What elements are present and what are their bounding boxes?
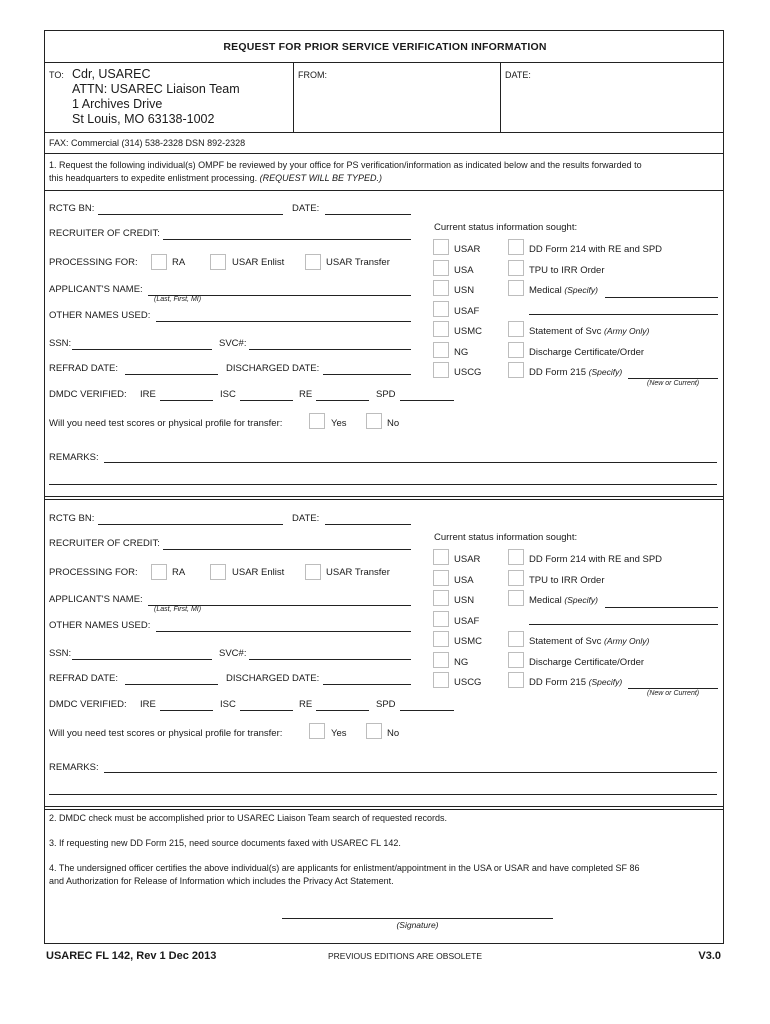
dd215-specify-field[interactable]	[628, 688, 718, 689]
no-checkbox[interactable]	[366, 723, 382, 739]
usar-transfer-label: USAR Transfer	[326, 567, 390, 578]
discharged-field[interactable]	[323, 374, 411, 375]
remarks-field-line-2[interactable]	[49, 484, 717, 485]
to-label: TO:	[49, 70, 64, 80]
discharged-label: DISCHARGED DATE:	[226, 363, 320, 374]
tpu-label: TPU to IRR Order	[529, 265, 605, 276]
svc-label: SVC#:	[219, 338, 247, 349]
to-address-line-3: 1 Archives Drive	[72, 97, 163, 111]
form-title: REQUEST FOR PRIOR SERVICE VERIFICATION INFORMATION	[223, 41, 547, 53]
dd214-label: DD Form 214 with RE and SPD	[529, 244, 663, 255]
obsolete-notice: PREVIOUS EDITIONS ARE OBSOLETE	[328, 951, 482, 961]
re-field[interactable]	[316, 710, 369, 711]
to-address-line-4: St Louis, MO 63138-1002	[72, 112, 215, 126]
tpu-checkbox[interactable]	[508, 260, 524, 276]
usar-enlist-checkbox[interactable]	[210, 254, 226, 270]
status-heading: Current status information sought:	[434, 222, 578, 233]
re-field[interactable]	[316, 400, 369, 401]
spd-field[interactable]	[400, 400, 454, 401]
ssn-label: SSN:	[49, 648, 72, 659]
dd215-label: DD Form 215 (Specify)	[529, 677, 623, 688]
to-address-line-2: ATTN: USAREC Liaison Team	[72, 82, 240, 96]
note-2: 2. DMDC check must be accomplished prior to USAREC Liaison Team search of requested records.	[49, 813, 448, 823]
other-names-label: OTHER NAMES USED:	[49, 620, 151, 631]
dd215-specify-field[interactable]	[628, 378, 718, 379]
section-separator	[44, 496, 724, 497]
isc-label: ISC	[220, 699, 236, 710]
processing-for-label: PROCESSING FOR:	[49, 257, 138, 268]
recruiter-field[interactable]	[163, 239, 411, 240]
test-scores-question: Will you need test scores or physical profile for transfer:	[49, 728, 283, 739]
discharge-cert-label: Discharge Certificate/Order	[529, 347, 645, 358]
medical-checkbox[interactable]	[508, 280, 524, 296]
medical-label: Medical (Specify)	[529, 595, 598, 606]
note-4-line-2: and Authorization for Release of Information which includes the Privacy Act Statement.	[49, 876, 394, 886]
usar-enlist-checkbox[interactable]	[210, 564, 226, 580]
divider	[44, 132, 724, 133]
discharged-field[interactable]	[323, 684, 411, 685]
recruiter-label: RECRUITER OF CREDIT:	[49, 538, 160, 549]
name-hint: (Last, First, MI)	[154, 606, 202, 613]
processing-for-label: PROCESSING FOR:	[49, 567, 138, 578]
svc-field[interactable]	[249, 659, 411, 660]
dd215-label: DD Form 215 (Specify)	[529, 367, 623, 378]
statement-of-svc-label: Statement of Svc (Army Only)	[529, 636, 650, 647]
usn-status-checkbox[interactable]	[433, 590, 449, 606]
usaf-status-checkbox[interactable]	[433, 301, 449, 317]
section-separator	[44, 809, 724, 810]
re-label: RE	[299, 699, 313, 710]
date-label: DATE:	[505, 70, 531, 80]
usn-status-label: USN	[454, 285, 475, 296]
medical-label: Medical (Specify)	[529, 285, 598, 296]
usar-transfer-checkbox[interactable]	[305, 564, 321, 580]
remarks-field[interactable]	[104, 462, 717, 463]
usar-status-checkbox[interactable]	[433, 549, 449, 565]
yes-label: Yes	[331, 728, 347, 739]
svc-label: SVC#:	[219, 648, 247, 659]
refrad-field[interactable]	[125, 374, 218, 375]
usaf-status-checkbox[interactable]	[433, 611, 449, 627]
usa-status-label: USA	[454, 265, 474, 276]
usar-status-label: USAR	[454, 244, 481, 255]
remarks-field[interactable]	[104, 772, 717, 773]
instruction-line-2: this headquarters to expedite enlistment processing. (REQUEST WILL BE TYPED.)	[49, 173, 382, 183]
to-address-line-1: Cdr, USAREC	[72, 67, 151, 81]
section-separator	[44, 806, 724, 807]
no-label: No	[387, 728, 400, 739]
from-label: FROM:	[298, 70, 327, 80]
divider	[44, 153, 724, 154]
fax-line: FAX: Commercial (314) 538-2328 DSN 892-2328	[49, 138, 246, 148]
discharge-cert-checkbox[interactable]	[508, 342, 524, 358]
test-scores-question: Will you need test scores or physical profile for transfer:	[49, 418, 283, 429]
remarks-label: REMARKS:	[49, 762, 99, 773]
statement-of-svc-checkbox[interactable]	[508, 321, 524, 337]
uscg-status-checkbox[interactable]	[433, 362, 449, 378]
refrad-field[interactable]	[125, 684, 218, 685]
new-or-current-hint: (New or Current)	[647, 690, 700, 697]
uscg-status-checkbox[interactable]	[433, 672, 449, 688]
statement-of-svc-label: Statement of Svc (Army Only)	[529, 326, 650, 337]
remarks-label: REMARKS:	[49, 452, 99, 463]
medical-checkbox[interactable]	[508, 590, 524, 606]
dmdc-label: DMDC VERIFIED:	[49, 699, 127, 710]
usmc-status-label: USMC	[454, 326, 482, 337]
applicant-name-label: APPLICANT'S NAME:	[49, 594, 143, 605]
version: V3.0	[698, 950, 721, 962]
rctg-bn-label: RCTG BN:	[49, 203, 95, 214]
yes-checkbox[interactable]	[309, 413, 325, 429]
usar-enlist-label: USAR Enlist	[232, 257, 285, 268]
section-date-label: DATE:	[292, 203, 320, 214]
instruction-line-1: 1. Request the following individual(s) OMPF be reviewed by your office for PS verification/information as indicated below and the results forwarded to	[49, 160, 642, 170]
discharged-label: DISCHARGED DATE:	[226, 673, 320, 684]
isc-label: ISC	[220, 389, 236, 400]
usa-status-checkbox[interactable]	[433, 570, 449, 586]
medical-specify-field[interactable]	[605, 297, 718, 298]
divider	[44, 62, 724, 63]
ra-label: RA	[172, 567, 186, 578]
dd215-checkbox[interactable]	[508, 672, 524, 688]
section-separator	[44, 499, 724, 500]
form-id: USAREC FL 142, Rev 1 Dec 2013	[46, 950, 217, 962]
ssn-field[interactable]	[72, 349, 212, 350]
dd214-checkbox[interactable]	[508, 239, 524, 255]
refrad-label: REFRAD DATE:	[49, 363, 118, 374]
usar-status-checkbox[interactable]	[433, 239, 449, 255]
isc-field[interactable]	[240, 400, 293, 401]
divider	[293, 62, 294, 132]
no-label: No	[387, 418, 400, 429]
other-names-field[interactable]	[156, 321, 411, 322]
usmc-status-label: USMC	[454, 636, 482, 647]
isc-field[interactable]	[240, 710, 293, 711]
remarks-field-line-2[interactable]	[49, 794, 717, 795]
usn-status-label: USN	[454, 595, 475, 606]
medical-specify-field[interactable]	[605, 607, 718, 608]
note-4-line-1: 4. The undersigned officer certifies the above individual(s) are applicants for enlistment/appointment in the USA or USAR and have completed SF 86	[49, 863, 640, 873]
rctg-bn-field[interactable]	[98, 214, 283, 215]
usa-status-label: USA	[454, 575, 474, 586]
dd214-checkbox[interactable]	[508, 549, 524, 565]
usaf-status-label: USAF	[454, 306, 480, 317]
spd-label: SPD	[376, 389, 396, 400]
divider	[500, 62, 501, 132]
statement-of-svc-checkbox[interactable]	[508, 631, 524, 647]
tpu-checkbox[interactable]	[508, 570, 524, 586]
new-or-current-hint: (New or Current)	[647, 380, 700, 387]
refrad-label: REFRAD DATE:	[49, 673, 118, 684]
section-date-label: DATE:	[292, 513, 320, 524]
rctg-bn-label: RCTG BN:	[49, 513, 95, 524]
ng-status-checkbox[interactable]	[433, 652, 449, 668]
status-heading: Current status information sought:	[434, 532, 578, 543]
medical-specify-field-line-2[interactable]	[529, 314, 718, 315]
ra-label: RA	[172, 257, 186, 268]
ng-status-label: NG	[454, 347, 469, 358]
discharge-cert-label: Discharge Certificate/Order	[529, 657, 645, 668]
usa-status-checkbox[interactable]	[433, 260, 449, 276]
ssn-label: SSN:	[49, 338, 72, 349]
medical-specify-field-line-2[interactable]	[529, 624, 718, 625]
usar-status-label: USAR	[454, 554, 481, 565]
note-3: 3. If requesting new DD Form 215, need source documents faxed with USAREC FL 142.	[49, 838, 401, 848]
signature-field[interactable]	[282, 918, 553, 919]
divider	[44, 190, 724, 191]
section-date-field[interactable]	[325, 214, 411, 215]
yes-label: Yes	[331, 418, 347, 429]
usn-status-checkbox[interactable]	[433, 280, 449, 296]
rctg-bn-field[interactable]	[98, 524, 283, 525]
recruiter-label: RECRUITER OF CREDIT:	[49, 228, 160, 239]
ire-label: IRE	[140, 699, 156, 710]
tpu-label: TPU to IRR Order	[529, 575, 605, 586]
applicant-name-label: APPLICANT'S NAME:	[49, 284, 143, 295]
no-checkbox[interactable]	[366, 413, 382, 429]
ng-status-checkbox[interactable]	[433, 342, 449, 358]
other-names-label: OTHER NAMES USED:	[49, 310, 151, 321]
usmc-status-checkbox[interactable]	[433, 321, 449, 337]
name-hint: (Last, First, MI)	[154, 296, 202, 303]
signature-label: (Signature)	[396, 920, 439, 930]
svc-field[interactable]	[249, 349, 411, 350]
discharge-cert-checkbox[interactable]	[508, 652, 524, 668]
ra-checkbox[interactable]	[151, 564, 167, 580]
usar-transfer-label: USAR Transfer	[326, 257, 390, 268]
yes-checkbox[interactable]	[309, 723, 325, 739]
usar-enlist-label: USAR Enlist	[232, 567, 285, 578]
recruiter-field[interactable]	[163, 549, 411, 550]
usmc-status-checkbox[interactable]	[433, 631, 449, 647]
other-names-field[interactable]	[156, 631, 411, 632]
dmdc-label: DMDC VERIFIED:	[49, 389, 127, 400]
ire-label: IRE	[140, 389, 156, 400]
usaf-status-label: USAF	[454, 616, 480, 627]
spd-label: SPD	[376, 699, 396, 710]
ire-field[interactable]	[160, 400, 213, 401]
dd214-label: DD Form 214 with RE and SPD	[529, 554, 663, 565]
section-date-field[interactable]	[325, 524, 411, 525]
spd-field[interactable]	[400, 710, 454, 711]
re-label: RE	[299, 389, 313, 400]
uscg-status-label: USCG	[454, 677, 482, 688]
ra-checkbox[interactable]	[151, 254, 167, 270]
ng-status-label: NG	[454, 657, 469, 668]
ire-field[interactable]	[160, 710, 213, 711]
uscg-status-label: USCG	[454, 367, 482, 378]
ssn-field[interactable]	[72, 659, 212, 660]
usar-transfer-checkbox[interactable]	[305, 254, 321, 270]
dd215-checkbox[interactable]	[508, 362, 524, 378]
